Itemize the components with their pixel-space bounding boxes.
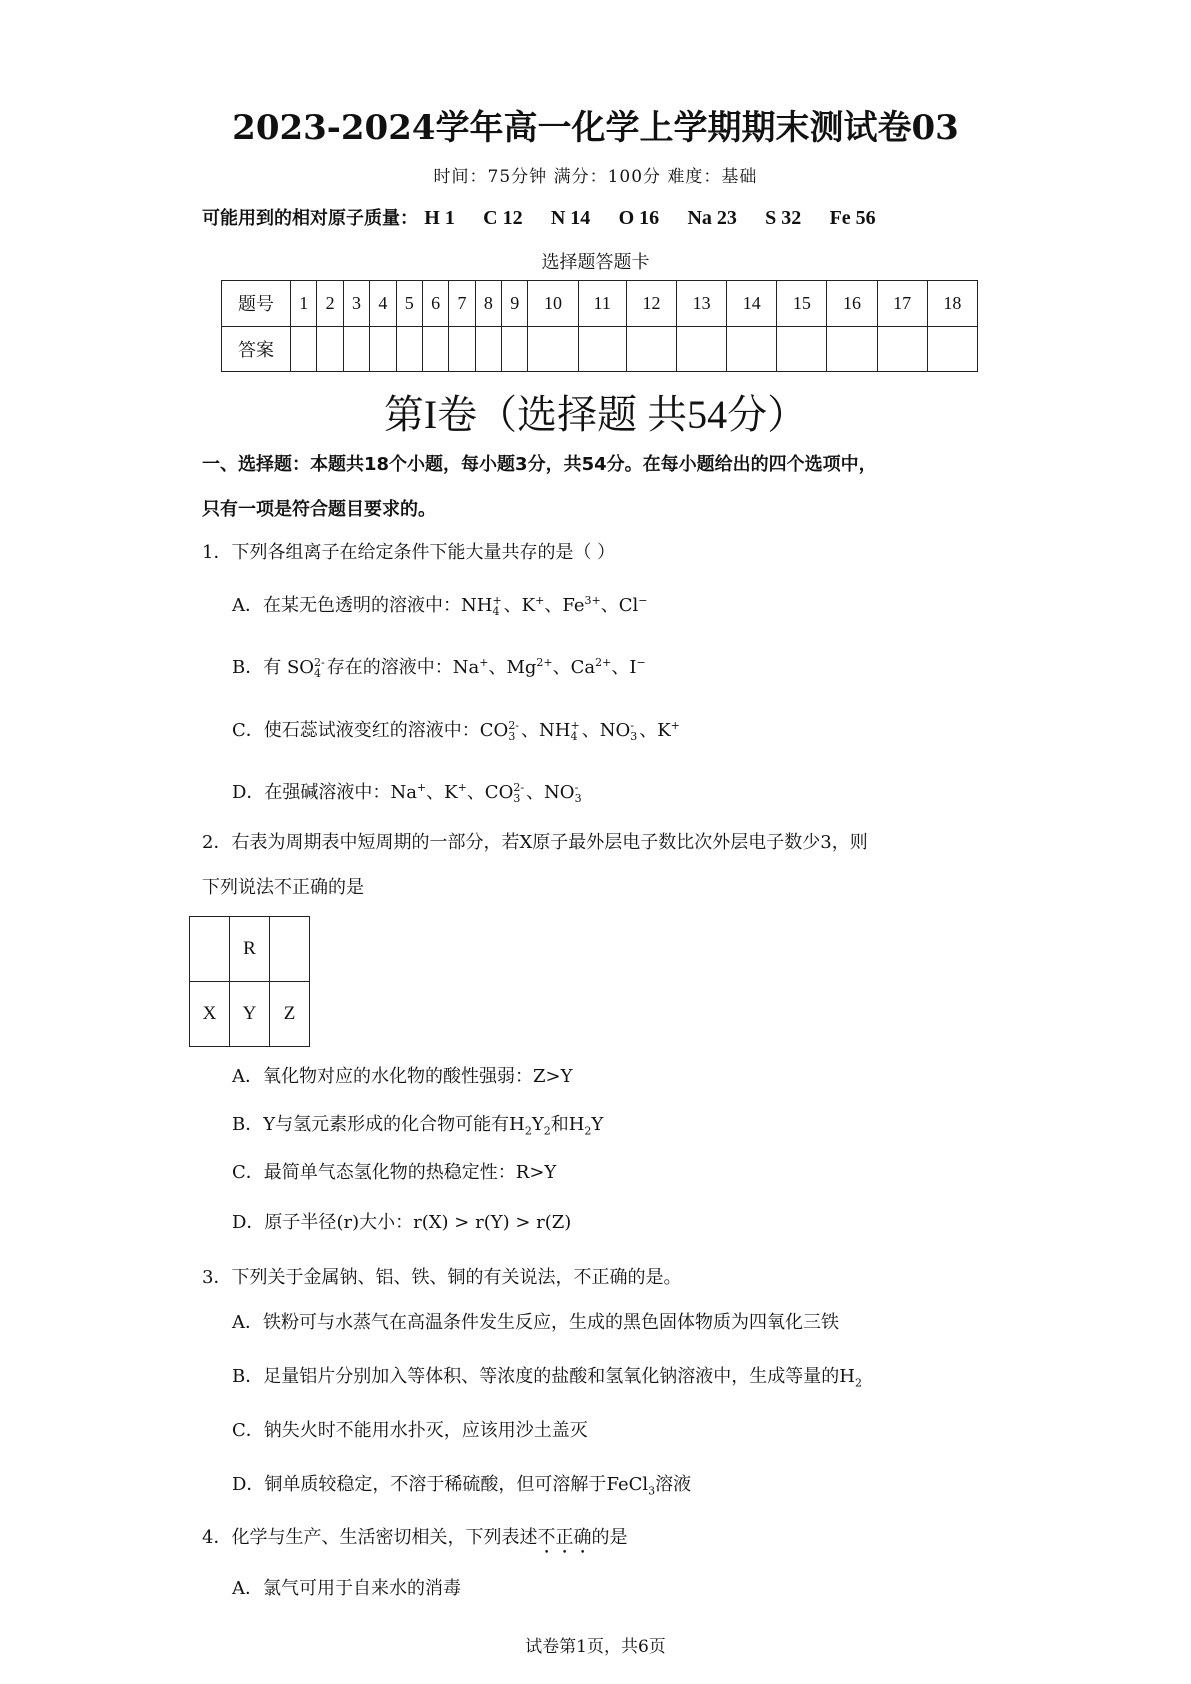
section-line-1: 一、选择题：本题共18个小题，每小题3分，共54分。在每小题给出的四个选项中， [202,454,877,475]
q1-option-a: A．在某无色透明的溶液中：NH + 4 、K+、$Fe^{3+}$、Cl− [232,594,648,618]
atomic-masses [202,204,898,230]
q1-b-text: B．有 [232,657,282,678]
answer-card-title: 选择题答题卡 [541,252,650,273]
q2-b-text: B．Y与氢元素形成的化合物可能有 [232,1114,510,1135]
periodic-table-fragment [189,916,310,1047]
answer-cell[interactable] [475,326,501,372]
row-label-number: 题号 [222,281,291,327]
q3-d-text: D．铜单质较稳定，不溶于稀硫酸，但可溶解于 [232,1474,607,1495]
number-cell: 13 [677,281,727,327]
periodic-cell-r: R [230,917,270,982]
number-cell: 11 [578,281,626,327]
mass-fe: Fe 56 [829,207,876,229]
number-cell: 7 [449,281,475,327]
q1-option-c: C．使石蕊试液变红的溶液中：CO 2- 3 、NH + 4 、NO - 3 、K+ [232,719,680,743]
q1-b-mid: 存在的溶液中： [326,657,453,678]
q2-d-r: (r) [336,1212,360,1233]
mass-o: O 16 [618,207,660,229]
section-line-2: 只有一项是符合题目要求的。 [202,499,436,520]
q4-stem [202,1515,1002,1560]
periodic-cell [270,917,310,982]
q2-b-and: 和 [550,1114,569,1135]
q4-stem-emphasis: 不正确 [537,1527,592,1548]
number-cell: 16 [827,281,877,327]
answer-cell[interactable] [578,326,626,372]
number-cell: 3 [343,281,369,327]
part-title: 第I卷（选择题 共54分） [383,392,808,437]
answer-cell[interactable] [396,326,422,372]
answer-card-table [221,280,978,372]
page-title: 2023-2024学年高一化学上学期期末测试卷03 [232,108,959,148]
row-label-answer: 答案 [222,326,291,372]
periodic-cell-y: Y [230,982,270,1047]
mass-c: C 12 [483,207,523,229]
q2-stem-line-1: 2．右表为周期表中短周期的一部分，若X原子最外层电子数比次外层电子数少3，则 [202,832,868,853]
number-cell: 14 [727,281,777,327]
number-cell: 8 [475,281,501,327]
q2-stem-line-2: 下列说法不正确的是 [202,877,364,898]
answer-cell[interactable] [317,326,343,372]
q3-option-a: A．铁粉可与水蒸气在高温条件发生反应，生成的黑色固体物质为四氧化三铁 [232,1312,839,1333]
q3-stem: 3．下列关于金属钠、铝、铁、铜的有关说法，不正确的是。 [202,1267,682,1288]
number-cell: 18 [927,281,977,327]
answer-card-answer-row [222,326,978,372]
answer-cell[interactable] [291,326,317,372]
number-cell: 1 [291,281,317,327]
mass-na: Na 23 [687,207,737,229]
q2-stem [202,820,1002,910]
q4-option-a: A．氯气可用于自来水的消毒 [232,1578,461,1599]
q2-option-d [232,1208,1012,1234]
number-cell: 4 [370,281,396,327]
answer-cell[interactable] [502,326,528,372]
mass-s: S 32 [765,207,802,229]
periodic-cell-x: X [190,982,230,1047]
q1-stem: 1．下列各组离子在给定条件下能大量共存的是（ ） [202,542,616,563]
q1-a-text: A．在某无色透明的溶液中： [232,595,461,616]
q1-option-b: B．有 SO 2- 4 存在的溶液中：Na+、$Mg^{2+}$、$Ca^{2+}$、I− [232,656,646,680]
q2-option-a: A．氧化物对应的水化物的酸性强弱：Z>Y [232,1066,573,1087]
q4-stem-prefix: 4．化学与生产、生活密切相关，下列表述 [202,1527,538,1548]
number-cell: 17 [877,281,927,327]
periodic-cell [190,917,230,982]
answer-cell[interactable] [927,326,977,372]
answer-card-number-row [222,281,978,327]
answer-cell[interactable] [528,326,578,372]
number-cell: 9 [502,281,528,327]
number-cell: 15 [777,281,827,327]
q2-d-text: D．原子半径 [232,1212,337,1233]
q1-d-text: D．在强碱溶液中： [232,782,391,803]
q3-b-text: B．足量铝片分别加入等体积、等浓度的盐酸和氢氧化钠溶液中，生成等量的 [232,1366,840,1387]
q2-d-expression: r(X) > r(Y) > r(Z) [413,1212,572,1233]
periodic-cell-z: Z [270,982,310,1047]
answer-cell[interactable] [449,326,475,372]
q3-option-d: D．铜单质较稳定，不溶于稀硫酸，但可溶解于FeCl$_3$溶液 [232,1474,692,1498]
page-footer: 试卷第1页，共6页 [525,1637,666,1657]
q2-option-b: B．Y与氢元素形成的化合物可能有$H_2Y_2$和$H_2Y$ [232,1114,604,1138]
number-cell: 2 [317,281,343,327]
number-cell: 10 [528,281,578,327]
q1-c-text: C．使石蕊试液变红的溶液中： [232,720,480,741]
answer-cell[interactable] [422,326,448,372]
q2-d-mid: 大小： [359,1212,414,1233]
q2-option-c: C．最简单气态氢化物的热稳定性：R>Y [232,1162,557,1183]
answer-cell[interactable] [827,326,877,372]
answer-cell[interactable] [677,326,727,372]
mass-h: H 1 [424,207,455,229]
answer-cell[interactable] [727,326,777,372]
answer-cell[interactable] [626,326,676,372]
q3-option-b: B．足量铝片分别加入等体积、等浓度的盐酸和氢氧化钠溶液中，生成等量的$H_2$ [232,1366,862,1390]
answer-cell[interactable] [370,326,396,372]
section-instructions [202,442,1002,532]
exam-info: 时间：75分钟 满分：100分 难度：基础 [433,167,758,187]
q3-option-c: C．钠失火时不能用水扑灭，应该用沙土盖灭 [232,1420,588,1441]
atomic-masses-label: 可能用到的相对原子质量： [202,208,418,229]
number-cell: 12 [626,281,676,327]
mass-n: N 14 [550,207,591,229]
answer-cell[interactable] [777,326,827,372]
q1-option-d: D．在强碱溶液中：Na+、K+、CO 2- 3 、NO - 3 [232,781,582,805]
q3-d-suffix: 溶液 [655,1474,692,1495]
q4-stem-suffix: 的是 [591,1527,628,1548]
number-cell: 6 [422,281,448,327]
answer-cell[interactable] [343,326,369,372]
number-cell: 5 [396,281,422,327]
answer-cell[interactable] [877,326,927,372]
